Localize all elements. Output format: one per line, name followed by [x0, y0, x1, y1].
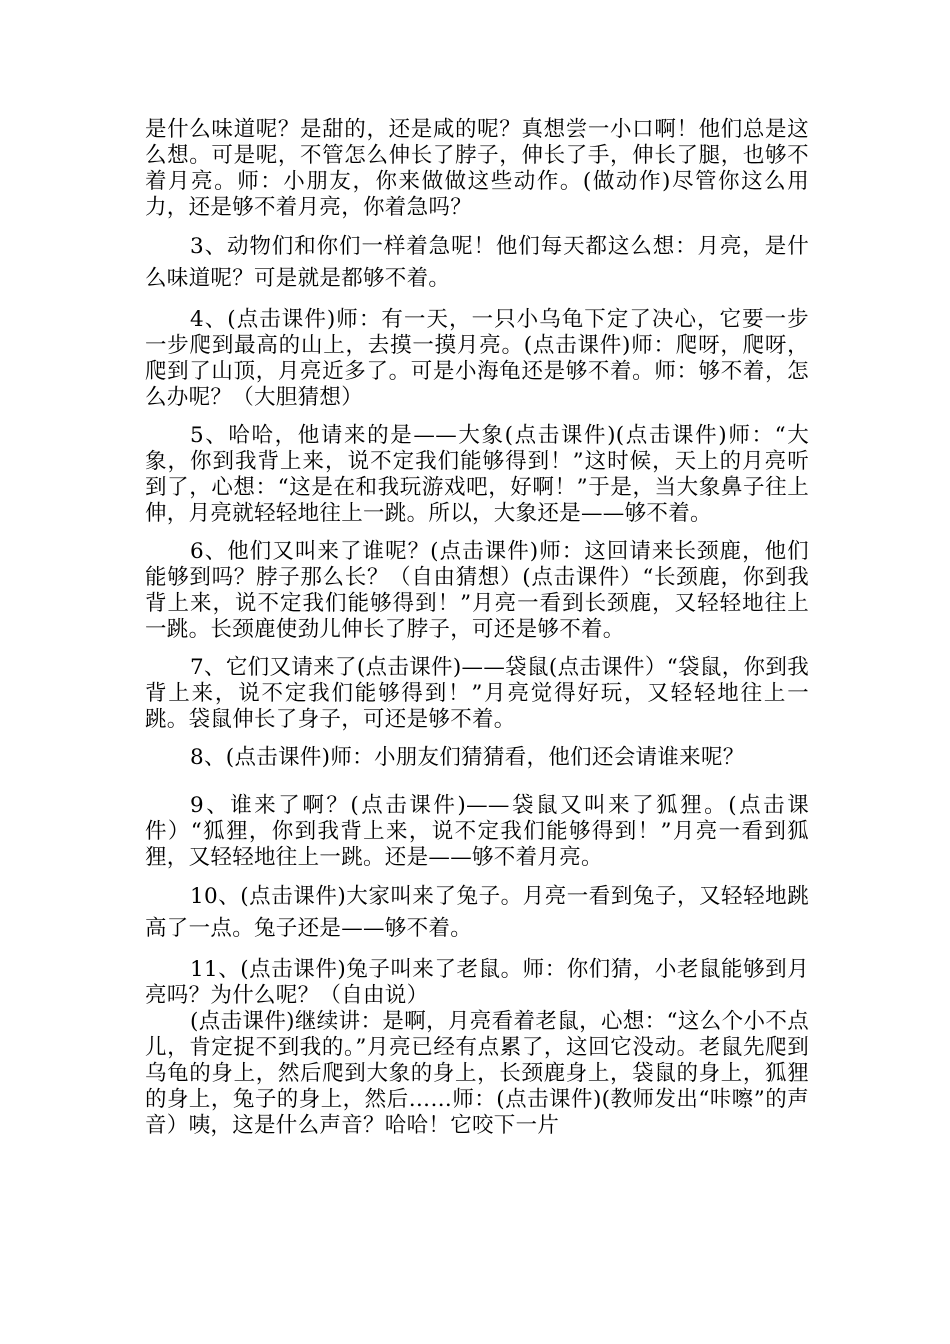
paragraph-intro: 是什么味道呢？是甜的，还是咸的呢？真想尝一小口啊！他们总是这么想。可是呢，不管怎么伸长了脖子，伸长了手，伸长了腿，也够不着月亮。师：小朋友，你来做做这些动作。(做动作)尽管你这么用力，还是够不着月亮，你着急吗？ [145, 117, 809, 220]
paragraph-3: 3、动物们和你们一样着急呢！他们每天都这么想：月亮，是什么味道呢？可是就是都够不着。 [145, 234, 809, 291]
paragraph-10: 10、(点击课件)大家叫来了兔子。月亮一看到兔子，又轻轻地跳高了一点。兔子还是——够不着。 [145, 884, 809, 941]
paragraph-7: 7、它们又请来了(点击课件)——袋鼠(点击课件）“袋鼠，你到我背上来，说不定我们能够得到！”月亮觉得好玩，又轻轻地往上一跳。袋鼠伸长了身子，可还是够不着。 [145, 655, 809, 732]
paragraph-5: 5、哈哈，他请来的是——大象(点击课件)(点击课件)师：“大象，你到我背上来，说不定我们能够得到！”这时候，天上的月亮听到了，心想：“这是在和我玩游戏吧，好啊！”于是，当大象鼻子往上伸，月亮就轻轻地往上一跳。所以，大象还是——够不着。 [145, 423, 809, 526]
paragraph-6: 6、他们又叫来了谁呢？(点击课件)师：这回请来长颈鹿，他们能够到吗？脖子那么长？（自由猜想）(点击课件）“长颈鹿，你到我背上来，说不定我们能够得到！”月亮一看到长颈鹿，又轻轻地往上一跳。长颈鹿使劲儿伸长了脖子，可还是够不着。 [145, 539, 809, 642]
paragraph-8: 8、(点击课件)师：小朋友们猜猜看，他们还会请谁来呢？ [190, 745, 745, 770]
paragraph-continuation: (点击课件)继续讲：是啊，月亮看着老鼠，心想：“这么个小不点儿，肯定捉不到我的。”月亮已经有点累了，这回它没动。老鼠先爬到乌龟的身上，然后爬到大象的身上，长颈鹿身上，袋鼠的身上，狐狸的身上，兔子的身上，然后……师：(点击课件)(教师发出“咔嚓”的声音）咦，这是什么声音？哈哈！它咬下一片 [145, 1009, 809, 1138]
document-body [145, 117, 809, 1139]
paragraph-4: 4、(点击课件)师：有一天，一只小乌龟下定了决心，它要一步一步爬到最高的山上，去摸一摸月亮。(点击课件)师：爬呀，爬呀，爬到了山顶，月亮近多了。可是小海龟还是够不着。师：够不着，怎么办呢？（大胆猜想） [145, 307, 809, 410]
paragraph-9: 9、谁来了啊？(点击课件)——袋鼠又叫来了狐狸。(点击课件）“狐狸，你到我背上来，说不定我们能够得到！”月亮一看到狐狸，又轻轻地往上一跳。还是——够不着月亮。 [145, 793, 809, 870]
paragraph-11: 11、(点击课件)兔子叫来了老鼠。师：你们猜，小老鼠能够到月亮吗？为什么呢？（自由说） [145, 957, 809, 1008]
